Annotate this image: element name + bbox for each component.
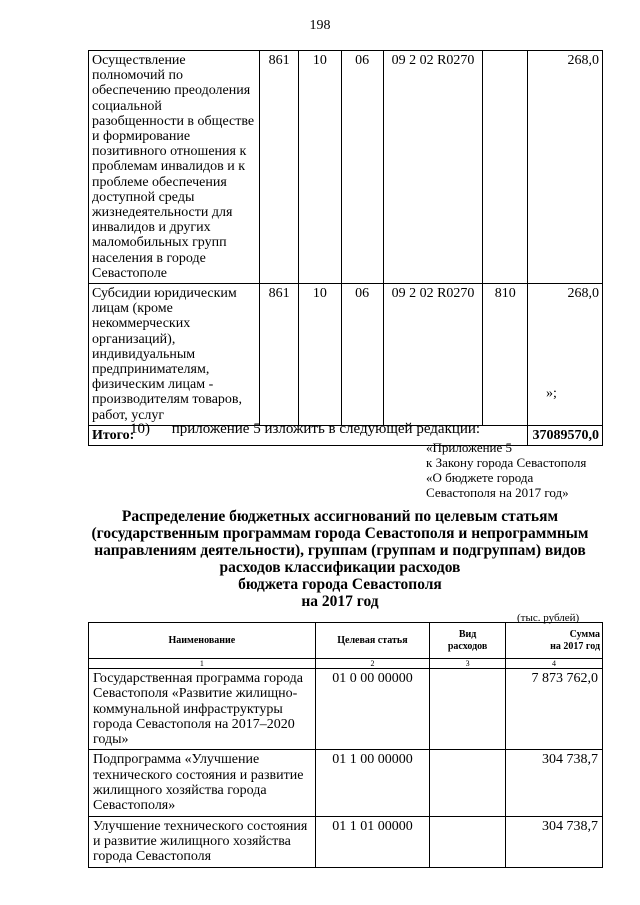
- row-section: 10: [299, 284, 341, 426]
- row-name: Подпрограмма «Улучшение технического состояния и развитие жилищного хозяйства города Севастополя»: [89, 750, 316, 816]
- expenditure-table-continued: [88, 50, 603, 446]
- row-sum: 304 738,7: [506, 750, 603, 816]
- appendix-line: Севастополя на 2017 год»: [426, 485, 569, 500]
- appendix-reference: [426, 440, 586, 500]
- row-article: 01 1 00 00000: [315, 750, 429, 816]
- heading-line: направлениям деятельности), группам (группам и подгруппам) видов: [94, 542, 586, 559]
- units-label: (тыс. рублей): [517, 612, 580, 624]
- row-type: [430, 816, 506, 867]
- row-sum: 7 873 762,0: [506, 669, 603, 750]
- column-number: 3: [430, 659, 506, 669]
- row-name: Государственная программа города Севастополя «Развитие жилищно-коммунальной инфраструктуры города Севастополя на 2017–2020 годы»: [89, 669, 316, 750]
- table-row: [89, 284, 603, 426]
- allocation-table: [88, 622, 603, 868]
- row-type: [483, 51, 528, 284]
- header-sum: [506, 623, 603, 659]
- document-heading: [60, 508, 620, 610]
- column-number: 2: [315, 659, 429, 669]
- row-type: [430, 669, 506, 750]
- row-sum: 268,0: [528, 51, 603, 284]
- row-code: 861: [259, 284, 298, 426]
- header-article: Целевая статья: [315, 623, 429, 659]
- row-name: Субсидии юридическим лицам (кроме некоммерческих организаций), индивидуальным предпринимателям, физическим лицам - производителям товаров, работ, услуг: [89, 284, 260, 426]
- header-type-line: расходов: [447, 640, 488, 652]
- row-code: 861: [259, 51, 298, 284]
- heading-line: Распределение бюджетных ассигнований по целевым статьям: [121, 508, 559, 525]
- row-sum: 304 738,7: [506, 816, 603, 867]
- appendix-line: «О бюджете города: [426, 470, 534, 485]
- row-type: [430, 750, 506, 816]
- table-row: [89, 669, 603, 750]
- heading-line: (государственным программам города Севастополя и непрограммным: [91, 525, 589, 542]
- row-type: 810: [483, 284, 528, 426]
- appendix-line: «Приложение 5: [426, 440, 513, 455]
- header-name: Наименование: [89, 623, 316, 659]
- header-row: [89, 623, 603, 659]
- header-type-line: Вид: [458, 628, 477, 640]
- heading-line: расходов классификации расходов: [219, 559, 461, 576]
- heading-line: на 2017 год: [301, 593, 379, 610]
- row-section: 10: [299, 51, 341, 284]
- closing-quote: »;: [546, 386, 557, 401]
- row-article: 09 2 02 R0270: [383, 284, 483, 426]
- header-type: [430, 623, 506, 659]
- table-row: [89, 750, 603, 816]
- total-sum: 37089570,0: [528, 425, 603, 445]
- table-row: [89, 51, 603, 284]
- row-name: Осуществление полномочий по обеспечению преодоления социальной разобщенности в обществе и формирование позитивного отношения к проблемам инвалидов и к проблеме обеспечения доступной среды жизнедеятельности для инвалидов и других маломобильных групп населения в городе Севастополе: [89, 51, 260, 284]
- item-text: приложение 5 изложить в следующей редакции:: [171, 421, 481, 437]
- row-sum: 268,0: [528, 284, 603, 426]
- row-name: Улучшение технического состояния и развитие жилищного хозяйства города Севастополя: [89, 816, 316, 867]
- total-label: Итого:: [89, 425, 528, 445]
- page-number: 198: [309, 18, 331, 33]
- table-row: [89, 816, 603, 867]
- header-sum-line: на 2017 год: [550, 640, 600, 652]
- header-sum-line: Сумма: [569, 628, 600, 640]
- amendment-item: [130, 421, 480, 438]
- column-number: 4: [506, 659, 603, 669]
- row-article: 01 0 00 00000: [315, 669, 429, 750]
- row-article: 09 2 02 R0270: [383, 51, 483, 284]
- heading-line: бюджета города Севастополя: [238, 576, 442, 593]
- appendix-line: к Закону города Севастополя: [426, 455, 587, 470]
- row-subsection: 06: [341, 284, 383, 426]
- column-number-row: [89, 659, 603, 669]
- column-number: 1: [89, 659, 316, 669]
- item-number: 10): [130, 421, 150, 437]
- row-subsection: 06: [341, 51, 383, 284]
- row-article: 01 1 01 00000: [315, 816, 429, 867]
